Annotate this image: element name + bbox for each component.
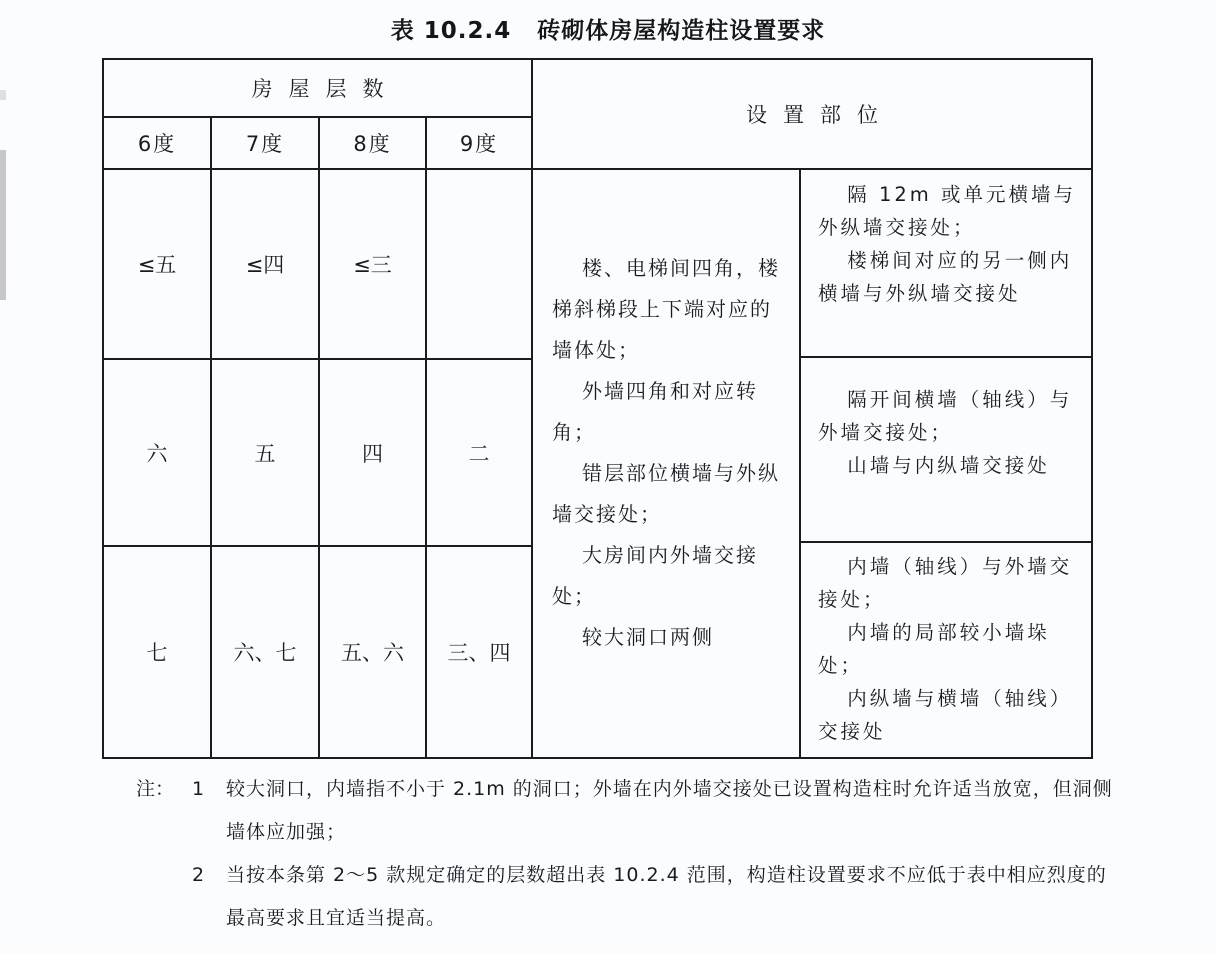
row1-specific-locations — [818, 178, 1080, 310]
row3-7-degree: 六、七 — [233, 641, 297, 665]
note-item-1 — [136, 768, 1116, 854]
common-location-item: 较大洞口两侧 — [582, 625, 714, 649]
row2-7-degree: 五 — [254, 441, 276, 466]
specific-location-item: 隔 12m 或单元横墙与外纵墙交接处； — [818, 183, 1076, 239]
note-text: 当按本条第 2～5 款规定确定的层数超出表 10.2.4 范围，构造柱设置要求不应低于表中相应烈度的最高要求且宜适当提高。 — [226, 864, 1107, 929]
col-divider-common-specific — [799, 168, 801, 759]
header-intensity-8: 8度 — [353, 132, 392, 156]
row1-9-degree — [427, 170, 531, 358]
row1-8-degree: ≤三 — [353, 253, 392, 277]
specific-location-item: 内纵墙与横墙（轴线）交接处 — [818, 687, 1073, 743]
row1-7-degree: ≤四 — [245, 253, 285, 277]
row1-6-degree: ≤五 — [137, 253, 177, 277]
row3-6-degree: 七 — [146, 641, 168, 665]
note-item-2 — [136, 854, 1116, 940]
row2-9-degree: 二 — [468, 441, 490, 466]
header-location-group: 设置部位 — [746, 103, 894, 127]
specific-location-item: 内墙的局部较小墙垛处； — [818, 621, 1050, 677]
header-intensity-6: 6度 — [137, 132, 177, 156]
common-location-item: 外墙四角和对应转角； — [552, 379, 758, 444]
table-notes — [136, 768, 1116, 940]
table-caption: 砖砌体房屋构造柱设置要求 — [537, 18, 826, 44]
header-intensity-9: 9度 — [459, 132, 499, 156]
specific-location-item: 山墙与内纵墙交接处 — [847, 454, 1050, 477]
common-locations-cell — [552, 248, 786, 658]
row2-8-degree: 四 — [362, 441, 383, 466]
row3-8-degree: 五、六 — [341, 641, 404, 665]
note-number: 1 — [192, 778, 205, 800]
common-location-item: 错层部位横墙与外纵墙交接处； — [552, 461, 780, 526]
row2-6-degree: 六 — [146, 441, 168, 466]
specific-location-item: 隔开间横墙（轴线）与外墙交接处； — [818, 388, 1073, 444]
row-divider-2-3-right — [799, 541, 1093, 543]
row3-specific-locations — [818, 550, 1080, 748]
header-intensity-7: 7度 — [245, 132, 285, 156]
note-text: 较大洞口，内墙指不小于 2.1m 的洞口；外墙在内外墙交接处已设置构造柱时允许适当放宽，但洞侧墙体应加强； — [226, 778, 1113, 843]
note-prefix: 注： — [136, 778, 175, 800]
specific-location-item: 内墙（轴线）与外墙交接处； — [818, 555, 1073, 611]
common-location-item: 大房间内外墙交接处； — [552, 543, 758, 608]
table-number: 表 10.2.4 — [390, 18, 512, 44]
table-title — [0, 12, 1216, 45]
common-location-item: 楼、电梯间四角，楼梯斜梯段上下端对应的墙体处； — [552, 256, 780, 362]
row3-9-degree: 三、四 — [447, 641, 511, 665]
note-number: 2 — [192, 864, 205, 886]
row2-specific-locations — [818, 383, 1080, 482]
specific-location-item: 楼梯间对应的另一侧内横墙与外纵墙交接处 — [818, 249, 1073, 305]
scan-edge-artifact — [0, 0, 6, 954]
header-floors-group: 房屋层数 — [251, 77, 400, 101]
row-divider-1-2-right — [799, 356, 1093, 358]
